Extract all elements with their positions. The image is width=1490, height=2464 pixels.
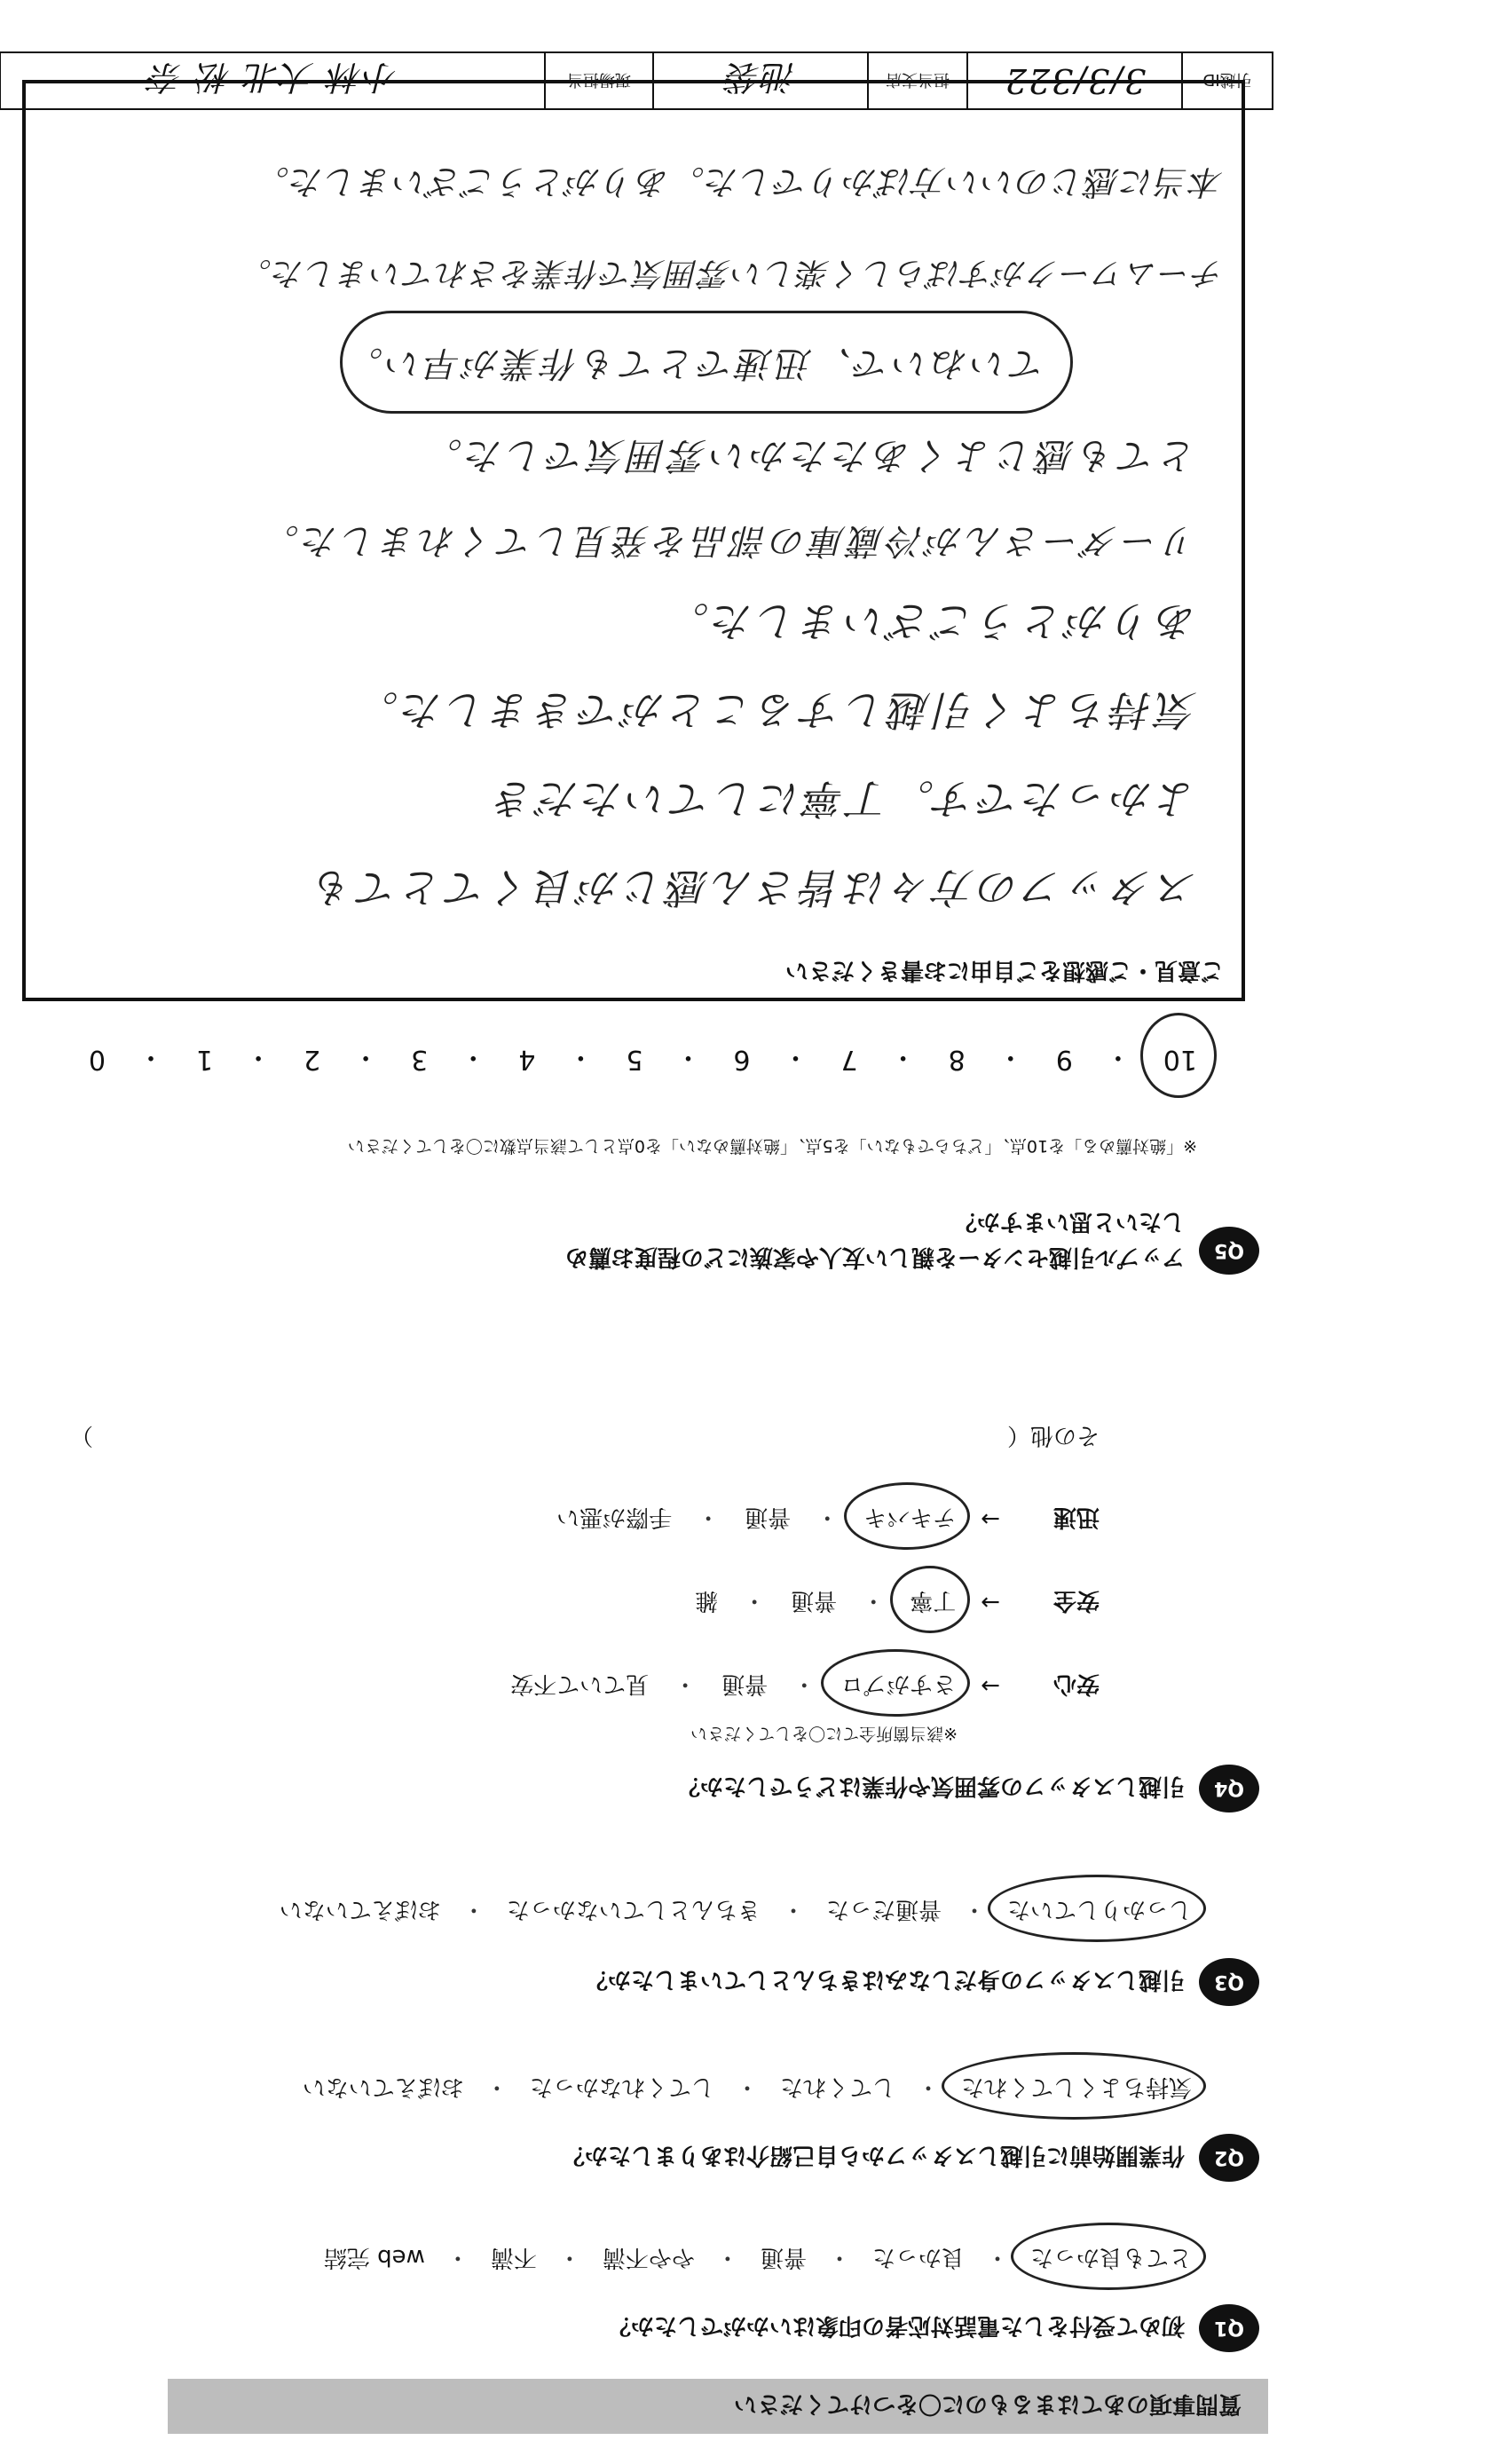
q4-option[interactable]: 見ていて不安 (510, 1670, 650, 1697)
q3-option[interactable]: きちんとしていなかった (506, 1896, 761, 1923)
q2-option[interactable]: してくれた (779, 2073, 895, 2100)
q5-badge: Q5 (1199, 1227, 1259, 1275)
comment-line: リーダーさんが冷蔵庫の部品を発見してくれました。 (260, 520, 1197, 561)
leader-label: 現場担当 (544, 53, 652, 108)
scale-value[interactable]: 8 (948, 1044, 966, 1076)
question-5 (564, 1204, 1259, 1275)
comment-line: ありがとうございました。 (665, 597, 1197, 645)
branch-value: 池袋 (652, 53, 867, 108)
comment-line: スタッフの方々は皆さん感じが良くてとても (310, 864, 1197, 912)
q4-row-jinsoku: 迅速 → テキパキ ・ 普通 ・ 手際が悪い (551, 1503, 1100, 1536)
survey-id-value: 3/3/322 (966, 53, 1181, 108)
q4-option[interactable]: 普通 (745, 1504, 792, 1530)
question-2 (562, 2134, 1259, 2182)
branch-label: 担当支店 (867, 53, 966, 108)
q2-option[interactable]: おぼえていない (302, 2073, 464, 2100)
q1-option[interactable]: web 完結 (323, 2244, 425, 2271)
scale-value[interactable]: 5 (626, 1044, 643, 1076)
q1-options: とても良かった ・ 良かった ・ 普通 ・ やや不満 ・ 不満 ・ web 完結 (319, 2243, 1197, 2276)
question-1 (608, 2304, 1259, 2352)
q4-badge: Q4 (1199, 1765, 1259, 1812)
q4-option[interactable]: 普通 (721, 1670, 769, 1697)
q3-badge: Q3 (1199, 1958, 1259, 2006)
comment-line: よかったです。丁寧にしていただき (490, 775, 1197, 823)
q1-badge: Q1 (1199, 2304, 1259, 2352)
q4-option[interactable]: 手際が悪い (556, 1504, 673, 1530)
q5-note: ※「絶対薦める」を10点、「どちらでもない」を5点、「絶対薦めない」を0点として該当点数に〇をしてください (347, 1136, 1197, 1156)
scale-value[interactable]: 3 (411, 1044, 429, 1076)
q1-option[interactable]: 不満 (490, 2244, 537, 2271)
q3-option[interactable]: おぼえていない (279, 1896, 441, 1923)
section-title: 質問事項のあてはまるものに〇をつけてください (168, 2379, 1268, 2434)
q3-text: 引越しスタッフの身だしなみはきちんとしていましたか？ (584, 1966, 1185, 1994)
q4-other-close: ） (70, 1422, 94, 1449)
q4-text: 引越しスタッフの雰囲気や作業はどうでしたか？ (676, 1773, 1185, 1800)
scale-value[interactable]: 6 (733, 1044, 751, 1076)
q1-option[interactable]: 普通 (760, 2244, 807, 2271)
q4-row-key: 安全 (1052, 1587, 1100, 1614)
scale-value[interactable]: 9 (1055, 1044, 1073, 1076)
q4-other-label: その他（ (1006, 1422, 1100, 1449)
q1-option[interactable]: 良かった (871, 2244, 965, 2271)
comment-label: ご意見・ご感想をご自由にお書きください (784, 957, 1224, 983)
question-3 (585, 1958, 1259, 2006)
q1-text: 初めて受付をした電話対応者の印象はいかがでしたか？ (607, 2312, 1185, 2340)
q5-scale: 10 ・ 9 ・ 8 ・ 7 ・ 6 ・ 5 ・ 4 ・ 3 ・ 2 ・ 1 ・ 0 (88, 1041, 1197, 1076)
comment-line: 本当に感じのいい方ばかりでした。ありがとうございました。 (254, 162, 1224, 201)
scale-value[interactable]: 4 (518, 1044, 536, 1076)
comment-line: ていねいで、迅速でとても作業が早い。 (343, 343, 1046, 383)
scale-value[interactable]: 1 (195, 1044, 214, 1076)
q4-row-anzen: 安全 → 丁寧 ・ 普通 ・ 雑 (690, 1586, 1100, 1619)
survey-id-label: 引越ID (1181, 53, 1272, 108)
q3-options: しっかりしていた ・ 普通だった ・ きちんとしていなかった ・ おぼえていない (274, 1895, 1197, 1928)
comment-line: 気持ちよく引越しすることができました。 (354, 686, 1197, 734)
scale-value[interactable]: 2 (304, 1044, 321, 1076)
q3-option[interactable]: しっかりしていた (1002, 1895, 1197, 1928)
q1-option[interactable]: やや不満 (602, 2244, 695, 2271)
comment-line: とても感じよくあたたかい雰囲気でした。 (421, 434, 1197, 478)
q2-text: 作業開始前に引越しスタッフから自己紹介はありましたか？ (561, 2142, 1185, 2169)
q2-option[interactable]: してくれなかった (529, 2073, 714, 2100)
q4-option[interactable]: 雑 (695, 1587, 719, 1614)
scale-value[interactable]: 0 (88, 1044, 106, 1076)
q4-row-key: 迅速 (1052, 1504, 1100, 1530)
q3-option[interactable]: 普通だった (825, 1896, 942, 1923)
scale-value[interactable]: 7 (840, 1044, 858, 1076)
scale-value[interactable]: 10 (1163, 1044, 1197, 1076)
q2-options: 気持ちよくしてくれた ・ してくれた ・ してくれなかった ・ おぼえていない (297, 2073, 1197, 2105)
q1-option[interactable]: とても良かった (1025, 2243, 1197, 2276)
q2-option[interactable]: 気持ちよくしてくれた (956, 2073, 1197, 2105)
q4-other (70, 1421, 1100, 1454)
question-4 (677, 1765, 1259, 1812)
q4-note: ※該当箇所全てに〇をしてください (690, 1724, 958, 1743)
comment-line: チームワークがすばらしく楽しい雰囲気で作業をされていました。 (238, 255, 1224, 291)
q4-row-key: 安心 (1052, 1670, 1100, 1697)
q4-row-anshin: 安心 → さすがプロ ・ 普通 ・ 見ていて不安 (505, 1670, 1100, 1702)
leader-value: 小林 大北 松 奈 (146, 58, 398, 98)
q4-option[interactable]: さすがプロ (835, 1670, 961, 1702)
q4-option[interactable]: 普通 (791, 1587, 838, 1614)
q4-option[interactable]: 丁寧 (904, 1586, 961, 1619)
q5-text: アップル引越センターを親しい友人や家族にどの程度お薦めしたいと思いますか？ (564, 1208, 1185, 1270)
q4-option[interactable]: テキパキ (858, 1503, 961, 1536)
q2-badge: Q2 (1199, 2134, 1259, 2182)
